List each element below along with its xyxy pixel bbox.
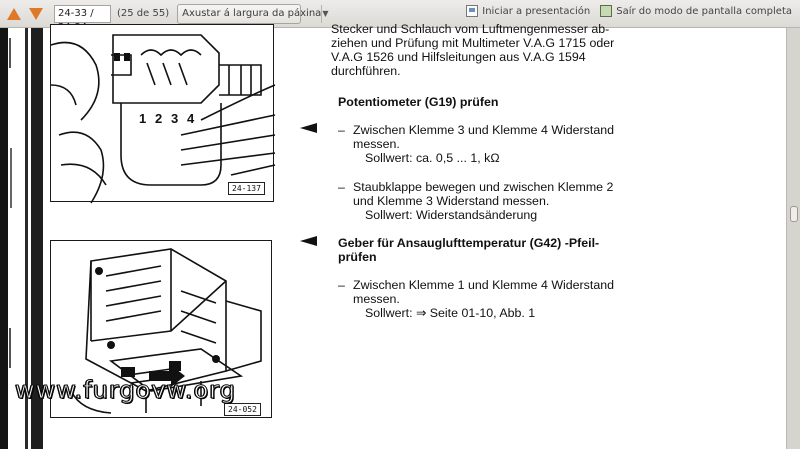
step-line: messen.: [353, 292, 400, 306]
section-heading-temperature-sensor: [338, 236, 599, 264]
step-sollwert: Sollwert: Widerstandsänderung: [365, 208, 538, 222]
scan-edge-shadow: [0, 28, 8, 449]
intro-line: durchführen.: [331, 64, 401, 78]
intro-line: V.A.G 1526 und Hilfsleitungen aus V.A.G 1594: [331, 50, 586, 64]
start-presentation-button[interactable]: [466, 5, 590, 17]
exit-fullscreen-label: Saír do modo de pantalla completa: [616, 5, 792, 17]
step-line: Zwischen Klemme 1 und Klemme 4 Widerstand: [353, 278, 614, 292]
scrollbar-thumb[interactable]: [790, 206, 798, 222]
arrow-marker-icon: [300, 236, 317, 246]
terminal-label: 4: [187, 111, 195, 126]
intro-line: ziehen und Prüfung mit Multimeter V.A.G 1715 oder: [331, 36, 615, 50]
figure-code: 24-137: [228, 182, 265, 195]
vertical-scrollbar[interactable]: [786, 28, 800, 449]
potentiometer-illustration: [51, 25, 275, 203]
zoom-select-value: Axustar á largura da páxina: [182, 8, 322, 19]
step-sollwert: Sollwert: ⇒ Seite 01-10, Abb. 1: [365, 306, 536, 320]
zoom-select[interactable]: [177, 4, 329, 24]
page-count-label: (25 de 55): [117, 8, 170, 19]
terminal-label: 2: [155, 111, 163, 126]
step-2: [353, 180, 613, 222]
watermark: www.furgovw.org: [15, 376, 236, 404]
list-dash: –: [338, 180, 345, 194]
arrow-marker-icon: [300, 123, 317, 133]
toolbar-right-actions: [456, 5, 792, 17]
heading-line: Geber für Ansauglufttemperatur (G42) -Pfeil-: [338, 236, 600, 250]
heading-line: prüfen: [338, 250, 377, 264]
start-presentation-label: Iniciar a presentación: [482, 5, 591, 17]
arrow-down-icon: [29, 8, 43, 20]
intro-paragraph: [331, 22, 614, 78]
previous-page-button[interactable]: [6, 6, 22, 22]
step-line: Zwischen Klemme 3 und Klemme 4 Widerstand: [353, 123, 614, 137]
next-page-button[interactable]: [28, 6, 44, 22]
figure-code: 24-052: [224, 403, 261, 416]
presentation-icon: [466, 5, 478, 17]
fullscreen-icon: [600, 5, 612, 17]
step-1: [353, 123, 614, 165]
step-sollwert: Sollwert: ca. 0,5 ... 1, kΩ: [365, 151, 500, 165]
exit-fullscreen-button[interactable]: [600, 5, 792, 17]
figure-potentiometer: [50, 24, 274, 202]
step-line: Staubklappe bewegen und zwischen Klemme 2: [353, 180, 614, 194]
list-dash: –: [338, 278, 345, 292]
arrow-up-icon: [7, 8, 21, 20]
terminal-label: 1: [139, 111, 147, 126]
terminal-label: 3: [171, 111, 179, 126]
intro-line: Stecker und Schlauch vom Luftmengenmesser ab-: [331, 22, 610, 36]
chevron-down-icon: ▼: [321, 5, 328, 23]
step-line: messen.: [353, 137, 400, 151]
step-line: und Klemme 3 Widerstand messen.: [353, 194, 550, 208]
step-3: [353, 278, 614, 320]
section-heading-potentiometer: Potentiometer (G19) prüfen: [338, 95, 499, 109]
list-dash: –: [338, 123, 345, 137]
page-number-input[interactable]: 24-33 /: [54, 5, 111, 23]
